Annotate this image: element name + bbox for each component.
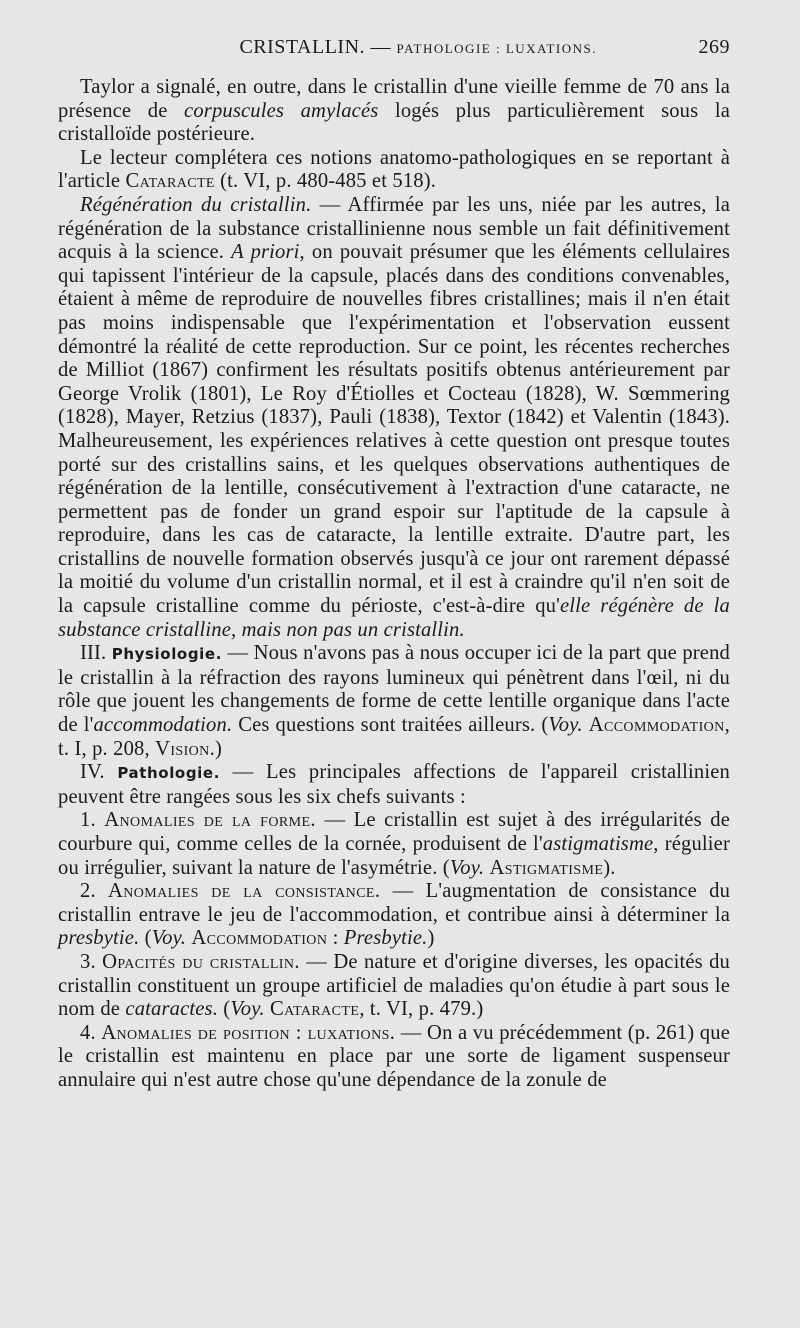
paragraph-lecteur: Le lecteur complétera ces notions anatomo-pathologiques en se reportant à l'article Cataracte (t. VI, p. 480-485 et 518).: [58, 146, 730, 193]
paragraph-anomalies-forme: 1. Anomalies de la forme. — Le cristallin est sujet à des irrégularités de courbure qui, comme celles de la cornée, produisent de l'astigmatisme, régulier ou irrégulier, suivant la nature de l'asymétrie. (Voy. Astigmatisme).: [58, 809, 730, 879]
running-head: [58, 36, 730, 76]
paragraph-pathologie: IV. Pathologie. — Les principales affections de l'appareil cristallinien peuvent être rangées sous les six chefs suivants :: [58, 761, 730, 808]
running-head-main: CRISTALLIN.: [239, 36, 366, 58]
paragraph-opacites: 3. Opacités du cristallin. — De nature et d'origine diverses, les opacités du cristallin constituent un groupe artificiel de maladies qu'on étudie à part sous le nom de cataractes. (Voy. Cataracte, t. VI, p. 479.): [58, 950, 731, 1021]
page-number: 269: [698, 36, 730, 58]
paragraph-regeneration: Régénération du cristallin. — Affirmée par les uns, niée par les autres, la régénération de la substance cristallinienne nous semble un fait définitivement acquis à la science. A priori, on pouvait présumer que les éléments cellulaires qui tapissent l'intérieur de la capsule, placés dans des conditions convenables, étaient à même de reproduire de nouvelles fibres cristallines; mais il n'en était pas moins indispensable que l'expérimentation et l'observation eussent démontré la réalité de cette reproduction. Sur ce point, les récentes recherches de Milliot (1867) confirment les résultats positifs obtenus antérieurement par George Vrolik (1801), Le Roy d'Étiolles et Cocteau (1828), W. Sœmmering (1828), Mayer, Retzius (1837), Pauli (1838), Textor (1842) et Valentin (1843). Malheureusement, les expériences relatives à cette question ont presque toutes porté sur des cristallins sains, et les quelques observations authentiques de régénération de la lentille, consécutivement à l'extraction d'une cataracte, ne permettent pas de fonder un grand espoir sur l'aptitude de la capsule à reproduire, dans les cas de cataracte, la lentille extraite. D'autre part, les cristallins de nouvelle formation observés jusqu'à ce jour ont rarement dépassé la moitié du volume d'un cristallin normal, et il est à craindre qu'il n'en soit de la capsule cristalline comme du périoste, c'est-à-dire qu'elle régénère de la substance cristalline, mais non pas un cristallin.: [58, 193, 730, 641]
paragraph-taylor: Taylor a signalé, en outre, dans le cristallin d'une vieille femme de 70 ans la présence de corpuscules amylacés logés plus particulièrement sous la cristalloïde postérieure.: [58, 76, 730, 146]
body-text: [58, 76, 730, 1093]
paragraph-physiologie: III. Physiologie. — Nous n'avons pas à nous occuper ici de la part que prend le cristallin à la réfraction des rayons lumineux qui pénètrent dans l'œil, ni du rôle que jouent les changements de forme de cette lentille organique dans l'acte de l'accommodation. Ces questions sont traitées ailleurs. (Voy. Accommodation, t. I, p. 208, Vision.): [58, 642, 730, 760]
paragraph-anomalies-consistance: 2. Anomalies de la consistance. — L'augmentation de consistance du cristallin entrave le jeu de l'accommodation, et contribue ainsi à déterminer la presbytie. (Voy. Accommodation : Presbytie.): [58, 880, 731, 950]
heading-physiologie: Physiologie.: [111, 645, 222, 664]
running-head-dash: —: [365, 36, 397, 58]
heading-pathologie: Pathologie.: [117, 764, 220, 783]
section-title-regeneration: Régénération du cristallin.: [80, 193, 312, 216]
paragraph-luxations: 4. Anomalies de position : luxations. — On a vu précédemment (p. 261) que le cristallin est maintenu en place par une sorte de ligament suspenseur annulaire qui n'est autre chose qu'une dépendance de la zonule de: [58, 1021, 730, 1091]
running-head-subtitle: PATHOLOGIE : LUXATIONS.: [396, 41, 598, 56]
running-head-title: [58, 36, 699, 59]
